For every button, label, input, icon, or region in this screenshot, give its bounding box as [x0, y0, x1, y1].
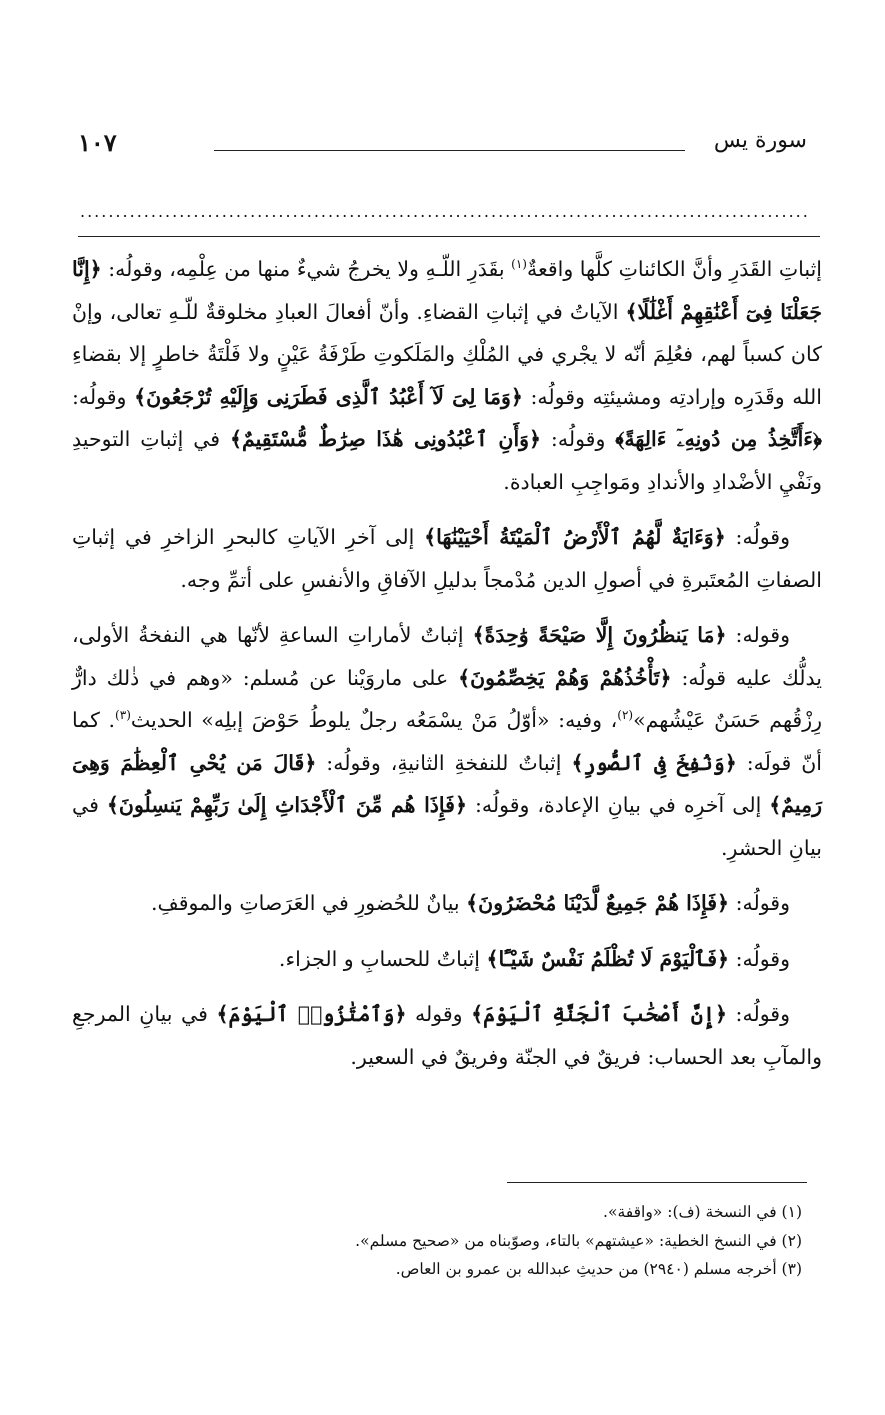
- paragraph-5: [72, 938, 822, 981]
- paragraph-1: [72, 248, 822, 503]
- text: إثباتٌ لأماراتِ الساعةِ لأنّها هي النفخةُ الأولى، يدلُّك عليه قولُه:: [72, 623, 822, 690]
- footnote-2: (٢) في النسخ الخطية: «عيشتهم» بالتاء، وصوّبناه من «صحيح مسلم».: [355, 1231, 802, 1250]
- page-number: ١٠٧: [78, 128, 117, 157]
- footnote-divider: [507, 1182, 807, 1183]
- header-divider: [78, 236, 820, 237]
- text: وقولُه:: [726, 1002, 790, 1026]
- text: بقَدَرِ اللّـهِ ولا يخرجُ شيءٌ منها من عِلْمِه، وقولُه:: [101, 257, 512, 281]
- text: وقولُه:: [72, 384, 135, 409]
- main-text: [72, 248, 822, 1091]
- quran-verse: ﴿إِنَّا جَعَلْنَا فِىٓ أَعْنَٰقِهِمْ أَغْلَٰلًا﴾: [72, 257, 822, 324]
- footnote-ref-2: (٢): [617, 708, 634, 723]
- quran-verse: ﴿فَٱلْيَوْمَ لَا تُظْلَمُ نَفْسٌ شَيْـًٔا﴾: [486, 946, 730, 971]
- text: في بيانِ الحشرِ.: [72, 793, 822, 860]
- footnote-ref-1: (١): [511, 257, 527, 272]
- footnotes: [80, 1198, 810, 1284]
- dotted-separator: .......................................................................................................: [80, 202, 810, 221]
- paragraph-2: [72, 516, 822, 601]
- text: وقولُه:: [729, 946, 790, 971]
- text: وقولُه:: [541, 427, 616, 451]
- text: إثباتٌ للحسابِ و الجزاء.: [278, 946, 487, 971]
- text: وقولُه:: [725, 525, 790, 549]
- quran-verse: ﴿تَأْخُذُهُمْ وَهُمْ يَخِصِّمُونَ﴾: [458, 665, 672, 690]
- quran-verse: ﴿ءَأَتَّخِذُ مِن دُونِهِۦٓ ءَالِهَةً﴾: [615, 427, 823, 451]
- text: الآياتُ في إثباتِ القضاءِ. وأنّ أفعالَ العبادِ مخلوقةٌ للّـهِ تعالى، وإنْ كان كسباً لهم، فعُلِمَ أنّه لا يجْري في المُلْكِ والمَلَكوتِ طَرْفَةُ عَيْنٍ ولا فَلْتَةُ خاطرٍ إلا بقضاءِ الله وقَدَرِه وإرادتِه ومشيئتِه وقولُه:: [72, 299, 822, 409]
- text: على ماروَيْنا عن مُسلم: «وهم في ذٰلك دارٌّ رِزْقُهم حَسَنٌ عَيْشُهم»: [72, 665, 822, 732]
- text: . كما أنّ قولَه:: [72, 708, 822, 775]
- text: وقولُه:: [729, 891, 790, 915]
- text: بيانٌ للحُضورِ في العَرَصاتِ والموقفِ.: [151, 891, 467, 915]
- quran-verse: ﴿وَءَايَةٌ لَّهُمُ ٱلْأَرْضُ ٱلْمَيْتَةُ أَحْيَيْنَٰهَا﴾: [424, 525, 726, 549]
- header-rule: [214, 150, 685, 151]
- text: وقوله: [406, 1002, 472, 1026]
- quran-verse: ﴿وَنُفِخَ فِى ٱلصُّورِ﴾: [571, 750, 737, 775]
- quran-verse: ﴿قَالَ مَن يُحْىِ ٱلْعِظَٰمَ وَهِىَ رَمِيمٌ﴾: [72, 750, 822, 817]
- quran-verse: ﴿وَٱمْتَٰزُوا۟ ٱلْيَوْمَ﴾: [216, 1002, 407, 1026]
- text: إثباتٌ للنفخةِ الثانيةِ، وقولُه:: [316, 750, 572, 775]
- text: في إثباتِ التوحيدِ ونَفْيِ الأضْدادِ والأندادِ ومَواجِبِ العبادة.: [72, 427, 822, 494]
- text: إلى آخرِ الآياتِ كالبحرِ الزاخرِ في إثباتِ الصفاتِ المُعتَبرةِ في أصولِ الدين مُدْمجاً بدليلِ الآفاقِ والأنفسِ على أتمِّ وجه.: [72, 525, 822, 592]
- footnote-3: (٣) أخرجه مسلم (٢٩٤٠) من حديثِ عبدالله بن عمرو بن العاص.: [395, 1260, 802, 1278]
- quran-verse: ﴿وَمَا لِىَ لَآ أَعْبُدُ ٱلَّذِى فَطَرَنِى وَإِلَيْهِ تُرْجَعُونَ﴾: [134, 384, 523, 409]
- page-header: [78, 128, 807, 168]
- quran-verse: ﴿مَا يَنظُرُونَ إِلَّا صَيْحَةً وَٰحِدَةً﴾: [472, 623, 727, 647]
- text: في بيانِ المرجعِ والمآبِ بعد الحساب: فريقٌ في الجنّة وفريقٌ في السعير.: [72, 1002, 822, 1069]
- paragraph-4: [72, 882, 822, 925]
- footnote-1: (١) في النسخة (ف): «واقفة».: [603, 1203, 802, 1221]
- footnote-ref-3: (٣): [115, 708, 131, 723]
- running-title: سورة يس: [713, 128, 807, 153]
- text: إلى آخرِه في بيانِ الإعادة، وقولُه:: [466, 793, 770, 817]
- paragraph-3: [72, 614, 822, 869]
- paragraph-6: [72, 993, 822, 1078]
- text: وقوله:: [726, 623, 790, 647]
- text: ، وفيه: «أوّلُ مَنْ يسْمَعُه رجلٌ يلوطُ حَوْضَ إبلِه» الحديث: [130, 708, 618, 732]
- quran-verse: ﴿فَإِذَا هُم مِّنَ ٱلْأَجْدَاثِ إِلَىٰ رَبِّهِمْ يَنسِلُونَ﴾: [106, 793, 467, 817]
- quran-verse: ﴿إِنَّ أَصْحَٰبَ ٱلْجَنَّةِ ٱلْيَوْمَ﴾: [471, 1002, 727, 1026]
- text: إثباتِ القَدَرِ وأنَّ الكائناتِ كلَّها واقعةٌ: [526, 257, 822, 281]
- quran-verse: ﴿فَإِذَا هُمْ جَمِيعٌ لَّدَيْنَا مُحْضَرُونَ﴾: [466, 891, 730, 915]
- quran-verse: ﴿وَأَنِ ٱعْبُدُونِى هَٰذَا صِرَٰطٌ مُّسْتَقِيمٌ﴾: [229, 427, 542, 451]
